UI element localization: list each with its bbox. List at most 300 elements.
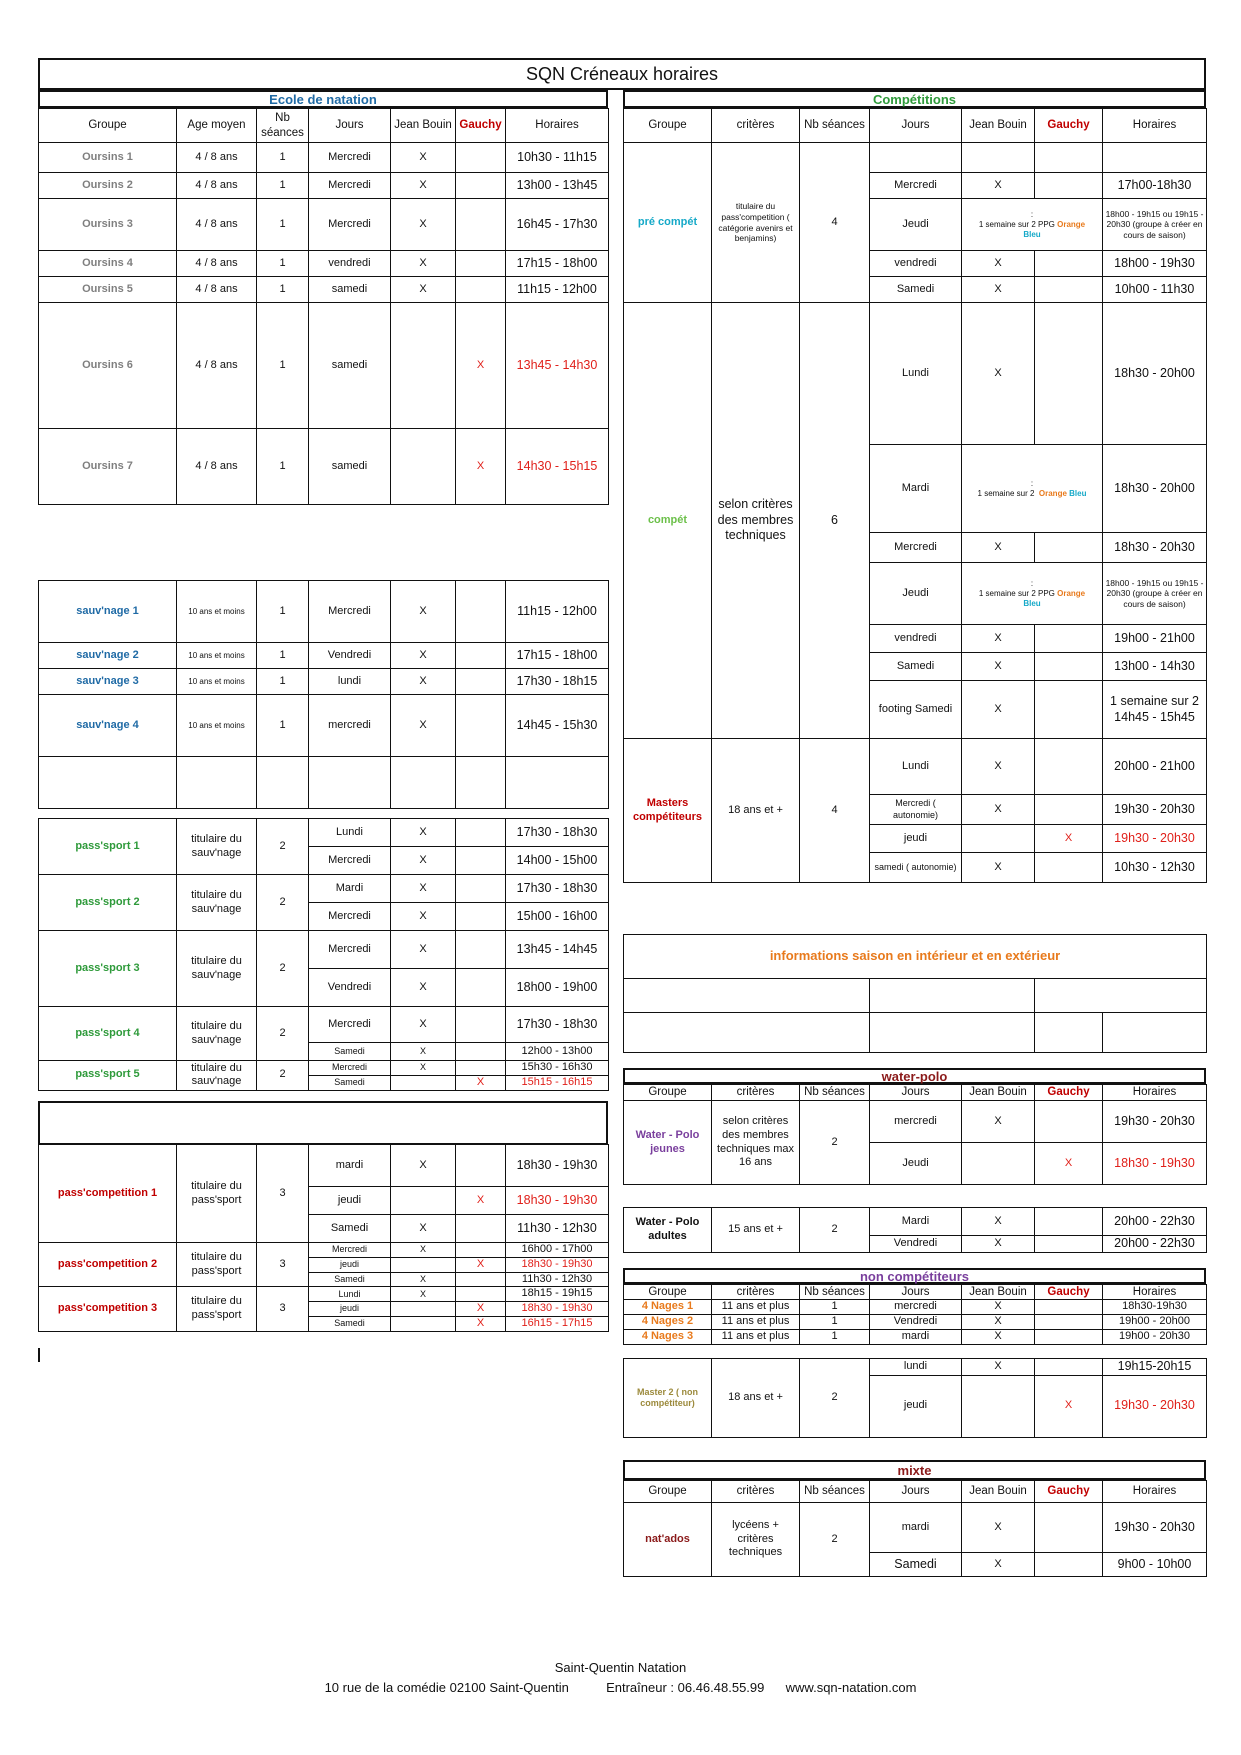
table-row (39, 643, 609, 669)
cell-time: 11h15 - 12h00 (506, 277, 609, 303)
cell-day: Mercredi (309, 1007, 391, 1043)
group-criteria: titulaire du pass'competition ( catégorie avenirs et benjamins) (712, 143, 800, 303)
cell-day: samedi (309, 277, 391, 303)
group-nb: 3 (257, 1287, 309, 1331)
group-criteria: titulaire du pass'sport (177, 1145, 257, 1243)
cell-gauchy (456, 1043, 506, 1061)
col-gauchy: Gauchy (1035, 1085, 1103, 1101)
page-title: SQN Créneaux horaires (38, 58, 1206, 90)
group-name: pass'sport 1 (39, 819, 177, 875)
cell-jb: X (391, 669, 456, 695)
group-criteria: 18 ans et + (712, 739, 800, 883)
cell-gauchy (1035, 303, 1103, 445)
cell-time: 18h30 - 20h00 (1103, 445, 1207, 533)
table-row (39, 931, 609, 969)
cell-day: Jeudi (870, 1143, 962, 1185)
group-name: Oursins 3 (39, 199, 177, 251)
table-row (39, 277, 609, 303)
cell-gauchy (456, 875, 506, 903)
competitions-title: Compétitions (623, 90, 1206, 108)
cell-jb (962, 825, 1035, 853)
ecole-title: Ecole de natation (38, 90, 608, 108)
cell-day: Lundi (309, 1287, 391, 1302)
cell-nb: 1 (257, 143, 309, 173)
col-groupe: Groupe (624, 1285, 712, 1300)
cell-day: jeudi (309, 1302, 391, 1317)
group-nb: 3 (257, 1243, 309, 1287)
cell-gauchy (456, 251, 506, 277)
cell-day: Samedi (309, 1043, 391, 1061)
cell-time: 18h00 - 19h30 (1103, 251, 1207, 277)
cell-time: 19h00 - 21h00 (1103, 625, 1207, 653)
infos-table (623, 934, 1207, 1053)
cell-gauchy (456, 581, 506, 643)
group-nb: 2 (800, 1208, 870, 1253)
col-groupe: Groupe (624, 109, 712, 143)
table-row (39, 143, 609, 173)
cell-time: 12h00 - 13h00 (506, 1043, 609, 1061)
cell-day: Mercredi (309, 931, 391, 969)
cell-jb: X (391, 143, 456, 173)
cell-gauchy (456, 143, 506, 173)
group-criteria: titulaire du sauv'nage (177, 931, 257, 1007)
cell-gauchy (456, 969, 506, 1007)
cell-day: mercredi (309, 695, 391, 757)
table-row (39, 1243, 609, 1258)
cell-jb: X (391, 903, 456, 931)
col-jours: Jours (870, 1285, 962, 1300)
group-nb: 2 (800, 1503, 870, 1577)
infos-title: informations saison en intérieur et en extérieur (624, 935, 1207, 979)
cell-jb (391, 1075, 456, 1090)
col-nb: Nb séances (800, 1481, 870, 1503)
col-jean-bouin: Jean Bouin (962, 1285, 1035, 1300)
cell-day: Vendredi (870, 1236, 962, 1253)
cell-nb: 1 (257, 251, 309, 277)
cell-nb: 1 (257, 429, 309, 505)
sauvnage-table (38, 580, 609, 809)
cell-time: 13h00 - 14h30 (1103, 653, 1207, 681)
mardi-note: : 1 semaine sur 2 Orange Bleu (962, 445, 1103, 533)
table-row (39, 303, 609, 429)
cell-jb: X (962, 1359, 1035, 1376)
col-horaires: Horaires (1103, 1285, 1207, 1300)
group-nb: 2 (257, 1061, 309, 1091)
cell-jb: X (962, 251, 1035, 277)
cell-jb: X (391, 643, 456, 669)
cell-time: 17h15 - 18h00 (506, 643, 609, 669)
group-name: compét (624, 303, 712, 739)
cell-jb: X (391, 173, 456, 199)
col-gauchy: Gauchy (1035, 109, 1103, 143)
noncomp-title: non compétiteurs (623, 1268, 1206, 1284)
cell-age: 10 ans et moins (177, 669, 257, 695)
cell-jb: X (391, 199, 456, 251)
group-name: 4 Nages 2 (624, 1315, 712, 1330)
group-criteria: 18 ans et + (712, 1359, 800, 1438)
group-name: Water - Polo adultes (624, 1208, 712, 1253)
group-name: pass'competition 2 (39, 1243, 177, 1287)
cell-nb: 1 (257, 643, 309, 669)
cell-jb: X (962, 1503, 1035, 1553)
cell-nb: 1 (800, 1329, 870, 1344)
cell-time: 19h00 - 20h30 (1103, 1329, 1207, 1344)
cell-age: 4 / 8 ans (177, 277, 257, 303)
group-name: sauv'nage 3 (39, 669, 177, 695)
col-nb: Nb séances (800, 109, 870, 143)
cell-gauchy (456, 819, 506, 847)
cell-jb: X (391, 819, 456, 847)
cell-jb (391, 1302, 456, 1317)
cell-time: 18h00 - 19h00 (506, 969, 609, 1007)
cell-time: 19h30 - 20h30 (1103, 1503, 1207, 1553)
col-horaires: Horaires (1103, 109, 1207, 143)
cell-jb: X (391, 931, 456, 969)
cell-day: Mercredi (309, 173, 391, 199)
cell-time: 15h00 - 16h00 (506, 903, 609, 931)
cell-time: 20h00 - 21h00 (1103, 739, 1207, 795)
group-name: Oursins 5 (39, 277, 177, 303)
cell-jb: X (962, 1315, 1035, 1330)
col-horaires: Horaires (1103, 1085, 1207, 1101)
cell-jb: X (962, 1553, 1035, 1577)
cell-day: Mardi (870, 1208, 962, 1236)
cell-jb: X (962, 533, 1035, 563)
table-row (624, 1300, 1207, 1315)
cell-time: 19h30 - 20h30 (1103, 795, 1207, 825)
cell-day: footing Samedi (870, 681, 962, 739)
col-criteres: critères (712, 109, 800, 143)
group-name: pass'sport 5 (39, 1061, 177, 1091)
cell-age: 4 / 8 ans (177, 303, 257, 429)
cell-jb: X (962, 277, 1035, 303)
cell-time: 14h30 - 15h15 (506, 429, 609, 505)
cell-gauchy (456, 643, 506, 669)
cell-jb: X (962, 681, 1035, 739)
table-row (39, 199, 609, 251)
cell-nb: 1 (800, 1300, 870, 1315)
cell-day: Samedi (870, 1553, 962, 1577)
cell-criteria: 11 ans et plus (712, 1329, 800, 1344)
cell-day: samedi (309, 429, 391, 505)
cell-time: 17h30 - 18h30 (506, 875, 609, 903)
table-row (39, 695, 609, 757)
cell-gauchy (456, 1007, 506, 1043)
table-row (39, 581, 609, 643)
cell-day: Lundi (870, 303, 962, 445)
cell-day: mercredi (870, 1300, 962, 1315)
cell-time: 10h00 - 11h30 (1103, 277, 1207, 303)
cursor-mark (38, 1348, 40, 1362)
cell-time: 13h45 - 14h30 (506, 303, 609, 429)
group-criteria: titulaire du pass'sport (177, 1243, 257, 1287)
table-row (624, 739, 1207, 795)
cell-gauchy (1035, 1329, 1103, 1344)
cell-gauchy (1035, 1359, 1103, 1376)
cell-jb (391, 1257, 456, 1272)
cell-nb: 1 (257, 695, 309, 757)
cell-day: Samedi (309, 1316, 391, 1331)
col-nb: Nb séances (257, 109, 309, 143)
footer-contact (0, 1680, 1241, 1695)
cell-day: jeudi (870, 1375, 962, 1437)
group-criteria: titulaire du sauv'nage (177, 1007, 257, 1061)
cell-time: 16h45 - 17h30 (506, 199, 609, 251)
cell-jb: X (391, 847, 456, 875)
cell-jb (391, 429, 456, 505)
cell-jb: X (391, 969, 456, 1007)
cell-day: vendredi (870, 251, 962, 277)
col-nb: Nb séances (800, 1285, 870, 1300)
cell-gauchy (456, 1272, 506, 1287)
cell-jb: X (962, 1300, 1035, 1315)
cell-day: mardi (309, 1145, 391, 1187)
empty-row (39, 757, 609, 809)
cell-jb: X (962, 1329, 1035, 1344)
cell-time: 1 semaine sur 2 14h45 - 15h45 (1103, 681, 1207, 739)
cell-day: jeudi (309, 1257, 391, 1272)
table-row (624, 1315, 1207, 1330)
passcomp-table (38, 1144, 609, 1332)
cell-day: Samedi (870, 653, 962, 681)
cell-gauchy (456, 1145, 506, 1187)
mixte-title: mixte (623, 1460, 1206, 1480)
cell-day: lundi (870, 1359, 962, 1376)
cell-gauchy (1035, 853, 1103, 883)
group-criteria: titulaire du sauv'nage (177, 875, 257, 931)
group-criteria: 15 ans et + (712, 1208, 800, 1253)
col-criteres: critères (712, 1085, 800, 1101)
ppg-note: : 1 semaine sur 2 PPG Orange Bleu (962, 199, 1103, 251)
table-row (624, 1503, 1207, 1553)
cell-jb: X (962, 625, 1035, 653)
group-name: nat'ados (624, 1503, 712, 1577)
group-name: Oursins 6 (39, 303, 177, 429)
cell-jb: X (962, 739, 1035, 795)
cell-jb: X (391, 875, 456, 903)
cell-jb: X (391, 1287, 456, 1302)
cell-age: 10 ans et moins (177, 643, 257, 669)
table-row (624, 1329, 1207, 1344)
cell-time: 20h00 - 22h30 (1103, 1208, 1207, 1236)
group-name: sauv'nage 1 (39, 581, 177, 643)
cell-time: 19h00 - 20h00 (1103, 1315, 1207, 1330)
cell-time: 11h15 - 12h00 (506, 581, 609, 643)
cell-time: 18h30-19h30 (1103, 1300, 1207, 1315)
cell-gauchy: X (456, 303, 506, 429)
cell-gauchy (1035, 739, 1103, 795)
cell-time: 17h30 - 18h30 (506, 819, 609, 847)
cell-gauchy: X (456, 429, 506, 505)
competitions-table (623, 108, 1207, 883)
cell-time: 19h30 - 20h30 (1103, 825, 1207, 853)
group-nb: 2 (800, 1101, 870, 1185)
group-criteria: selon critères des membres techniques max 16 ans (712, 1101, 800, 1185)
cell-day: Mercredi (870, 173, 962, 199)
cell-jb: X (391, 1043, 456, 1061)
cell-gauchy (1035, 1553, 1103, 1577)
cell-jb: X (391, 1061, 456, 1076)
cell-gauchy (1035, 653, 1103, 681)
col-jours: Jours (870, 109, 962, 143)
group-name: 4 Nages 1 (624, 1300, 712, 1315)
cell-gauchy (456, 903, 506, 931)
cell-time: 13h00 - 13h45 (506, 173, 609, 199)
noncomp-table (623, 1284, 1207, 1345)
table-row (39, 1145, 609, 1187)
group-name: Oursins 1 (39, 143, 177, 173)
cell-jb: X (962, 795, 1035, 825)
cell-jb: X (962, 1236, 1035, 1253)
cell-day: Mercredi (309, 199, 391, 251)
cell-day: Mercredi (870, 533, 962, 563)
group-name: pass'sport 2 (39, 875, 177, 931)
cell-time: 18h00 - 19h15 ou 19h15 - 20h30 (groupe à créer en cours de saison) (1103, 199, 1207, 251)
cell-day: Mercredi (309, 1243, 391, 1258)
cell-day: samedi ( autonomie) (870, 853, 962, 883)
cell-time: 17h30 - 18h15 (506, 669, 609, 695)
table-row (39, 819, 609, 847)
cell-time: 15h30 - 16h30 (506, 1061, 609, 1076)
group-criteria: titulaire du sauv'nage (177, 1061, 257, 1091)
cell-time: 16h00 - 17h00 (506, 1243, 609, 1258)
cell-jb (391, 303, 456, 429)
group-criteria: titulaire du sauv'nage (177, 819, 257, 875)
cell-gauchy: X (456, 1187, 506, 1215)
cell-time: 18h15 - 19h15 (506, 1287, 609, 1302)
cell-time: 11h30 - 12h30 (506, 1215, 609, 1243)
cell-day: Samedi (870, 277, 962, 303)
group-criteria: titulaire du pass'sport (177, 1287, 257, 1331)
col-age: Age moyen (177, 109, 257, 143)
cell-gauchy (456, 669, 506, 695)
cell-gauchy (1035, 681, 1103, 739)
cell-gauchy (1035, 1101, 1103, 1143)
cell-day: Vendredi (309, 969, 391, 1007)
group-criteria: selon critères des membres techniques (712, 303, 800, 739)
group-nb: 2 (257, 1007, 309, 1061)
cell-gauchy (1035, 251, 1103, 277)
group-name: Oursins 4 (39, 251, 177, 277)
col-jean-bouin: Jean Bouin (962, 1481, 1035, 1503)
cell-day: vendredi (309, 251, 391, 277)
cell-day: Mercredi (309, 847, 391, 875)
cell-jb (962, 1143, 1035, 1185)
cell-time: 18h30 - 19h30 (1103, 1143, 1207, 1185)
cell-gauchy (456, 695, 506, 757)
group-nb: 6 (800, 303, 870, 739)
cell-day: jeudi (309, 1187, 391, 1215)
table-row (39, 1061, 609, 1076)
table-row (39, 1287, 609, 1302)
cell-jb: X (391, 695, 456, 757)
cell-day: Jeudi (870, 199, 962, 251)
cell-time: 20h00 - 22h30 (1103, 1236, 1207, 1253)
cell-day: vendredi (870, 625, 962, 653)
col-jours: Jours (870, 1481, 962, 1503)
group-nb: 3 (257, 1145, 309, 1243)
cell-day: Mercredi (309, 1061, 391, 1076)
cell-criteria: 11 ans et plus (712, 1300, 800, 1315)
group-criteria: lycéens + critères techniques (712, 1503, 800, 1577)
cell-gauchy: X (456, 1302, 506, 1317)
group-name: sauv'nage 4 (39, 695, 177, 757)
cell-gauchy (1035, 533, 1103, 563)
cell-gauchy: X (456, 1316, 506, 1331)
cell-age: 4 / 8 ans (177, 429, 257, 505)
group-name: pass'competition 3 (39, 1287, 177, 1331)
cell-time: 19h15-20h15 (1103, 1359, 1207, 1376)
col-groupe: Groupe (39, 109, 177, 143)
cell-day: Lundi (870, 739, 962, 795)
group-nb: 2 (257, 875, 309, 931)
cell-gauchy (1035, 795, 1103, 825)
col-jean-bouin: Jean Bouin (962, 1085, 1035, 1101)
cell-jb: X (391, 1243, 456, 1258)
mixte-table (623, 1480, 1207, 1577)
cell-gauchy: X (456, 1257, 506, 1272)
table-row (624, 303, 1207, 445)
col-gauchy: Gauchy (456, 109, 506, 143)
cell-age: 4 / 8 ans (177, 251, 257, 277)
cell-time: 10h30 - 11h15 (506, 143, 609, 173)
cell-gauchy (456, 847, 506, 875)
nc-header-row (624, 1285, 1207, 1300)
cell-gauchy (1035, 277, 1103, 303)
cell-gauchy: X (456, 1075, 506, 1090)
cell-nb: 1 (257, 303, 309, 429)
cell-day: Mercredi (309, 581, 391, 643)
cell-nb: 1 (257, 277, 309, 303)
col-horaires: Horaires (1103, 1481, 1207, 1503)
col-horaires: Horaires (506, 109, 609, 143)
group-name: Masters compétiteurs (624, 739, 712, 883)
cell-day: mardi (870, 1329, 962, 1344)
cell-day: mardi (870, 1503, 962, 1553)
cell-jb: X (391, 1215, 456, 1243)
cell-day: lundi (309, 669, 391, 695)
cell-gauchy (456, 1215, 506, 1243)
cell-day: Mercredi (309, 903, 391, 931)
wp-header-row (624, 1085, 1207, 1101)
group-name: pass'sport 3 (39, 931, 177, 1007)
col-criteres: critères (712, 1285, 800, 1300)
footer-address: 10 rue de la comédie 02100 Saint-Quentin (324, 1680, 569, 1695)
cell-jb: X (962, 853, 1035, 883)
footer-web[interactable]: www.sqn-natation.com (785, 1680, 917, 1695)
cell-nb: 1 (800, 1315, 870, 1330)
cell-gauchy (1035, 1315, 1103, 1330)
col-jean-bouin: Jean Bouin (962, 109, 1035, 143)
col-gauchy: Gauchy (1035, 1285, 1103, 1300)
table-row (624, 1208, 1207, 1236)
cell-gauchy (456, 1243, 506, 1258)
waterpolo-adultes-table (623, 1207, 1207, 1253)
cell-time: 19h30 - 20h30 (1103, 1375, 1207, 1437)
cell-time: 11h30 - 12h30 (506, 1272, 609, 1287)
group-name: pass'sport 4 (39, 1007, 177, 1061)
col-groupe: Groupe (624, 1085, 712, 1101)
cell-day: Samedi (309, 1215, 391, 1243)
cell-jb: X (391, 581, 456, 643)
cell-day: Mardi (309, 875, 391, 903)
cell-jb: X (391, 1145, 456, 1187)
ppg-note: : 1 semaine sur 2 PPG Orange Bleu (962, 563, 1103, 625)
cell-day: Vendredi (309, 643, 391, 669)
cell-day: Samedi (309, 1272, 391, 1287)
group-nb: 4 (800, 739, 870, 883)
cell-age: 10 ans et moins (177, 581, 257, 643)
